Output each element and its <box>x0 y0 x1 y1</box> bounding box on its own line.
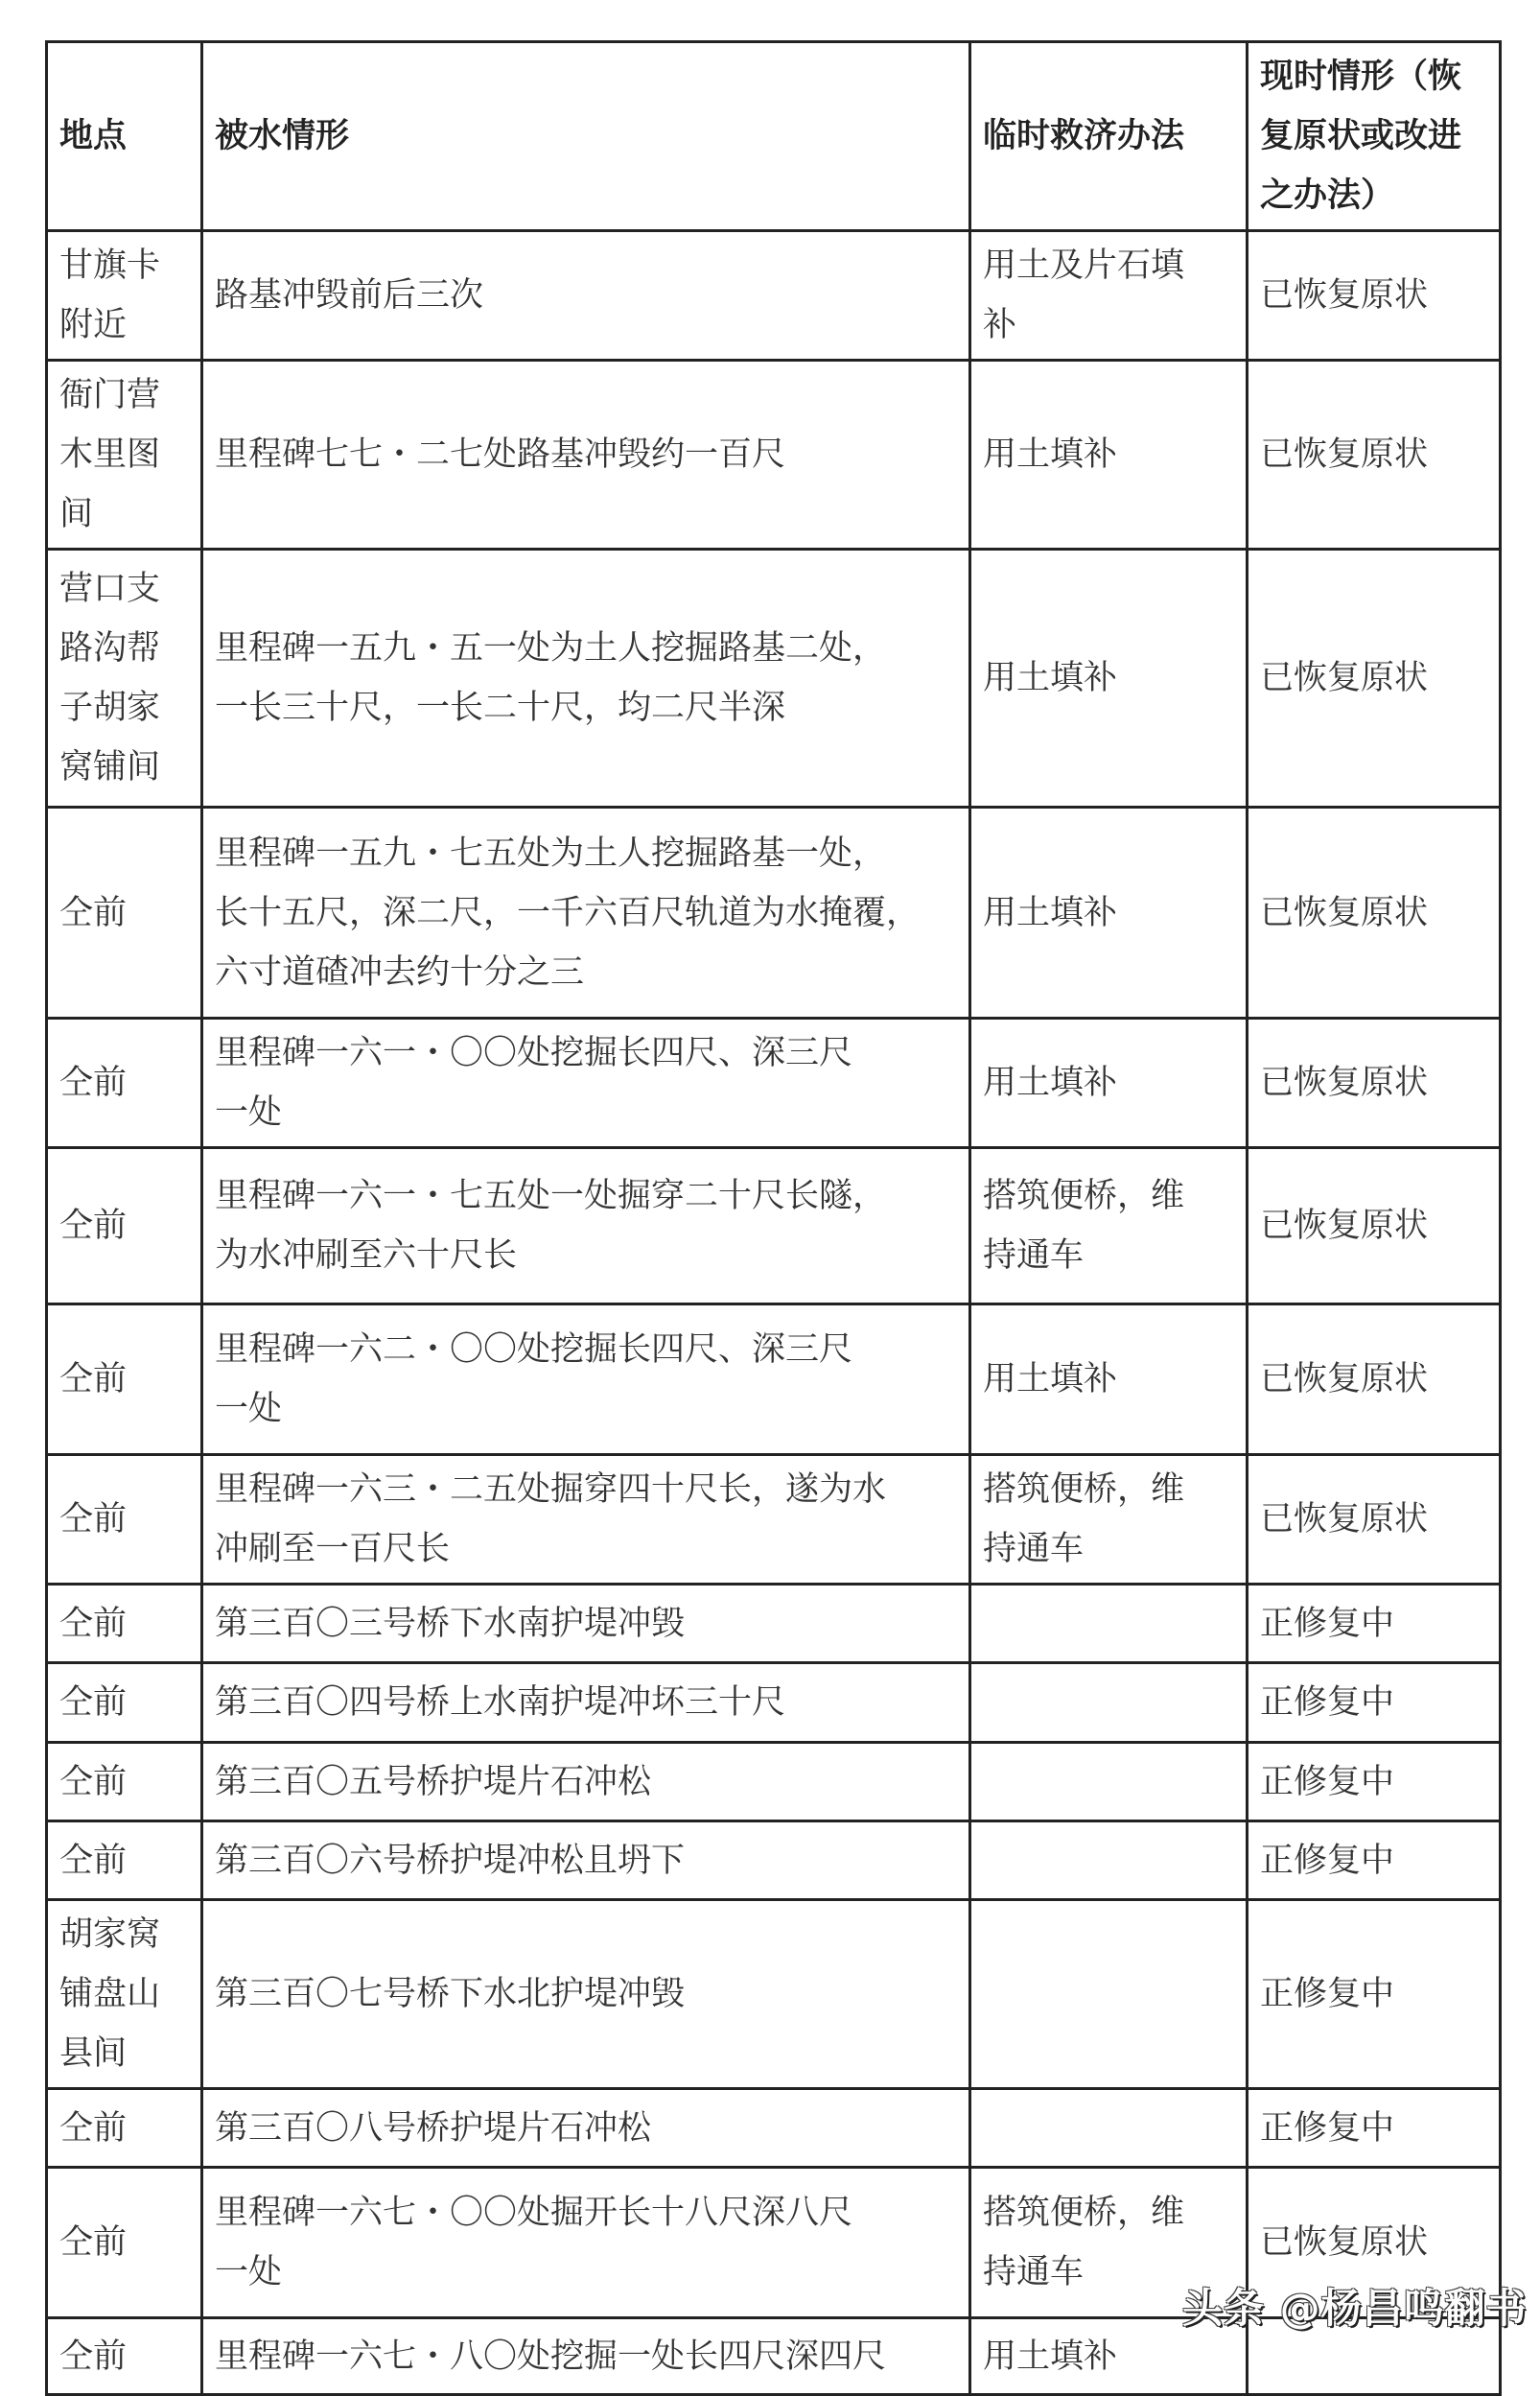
cell-location: 仝前 <box>47 808 202 1019</box>
cell-status: 正修复中 <box>1248 1900 1501 2089</box>
flood-damage-table <box>45 40 1502 2396</box>
cell-location: 仝前 <box>47 1743 202 1821</box>
cell-damage: 里程碑一六七・八〇处挖掘一处长四尺深四尺 <box>202 2318 970 2395</box>
cell-relief: 搭筑便桥，维 持通车 <box>970 1148 1248 1304</box>
cell-relief: 用土填补 <box>970 2318 1248 2395</box>
cell-status: 已恢复原状 <box>1248 1148 1501 1304</box>
table-row <box>47 1148 1501 1304</box>
cell-status: 正修复中 <box>1248 2089 1501 2168</box>
table-row <box>47 361 1501 550</box>
cell-status: 已恢复原状 <box>1248 2168 1501 2318</box>
header-location: 地点 <box>47 42 202 231</box>
cell-damage: 里程碑一六三・二五处掘穿四十尺长，遂为水 冲刷至一百尺长 <box>202 1455 970 1585</box>
cell-location: 仝前 <box>47 2168 202 2318</box>
cell-damage: 里程碑一六二・〇〇处挖掘长四尺、深三尺 一处 <box>202 1304 970 1455</box>
header-status: 现时情形（恢 复原状或改进 之办法） <box>1248 42 1501 231</box>
table-row <box>47 550 1501 808</box>
cell-status: 已恢复原状 <box>1248 361 1501 550</box>
table-header-row <box>47 42 1501 231</box>
cell-relief: 搭筑便桥，维 持通车 <box>970 2168 1248 2318</box>
header-damage: 被水情形 <box>202 42 970 231</box>
cell-relief <box>970 1821 1248 1900</box>
cell-status: 已恢复原状 <box>1248 808 1501 1019</box>
cell-location: 仝前 <box>47 1304 202 1455</box>
cell-damage: 第三百〇四号桥上水南护堤冲坏三十尺 <box>202 1663 970 1743</box>
cell-location: 胡家窝 铺盘山 县间 <box>47 1900 202 2089</box>
cell-damage: 里程碑一六一・七五处一处掘穿二十尺长隧， 为水冲刷至六十尺长 <box>202 1148 970 1304</box>
table-row <box>47 1743 1501 1821</box>
cell-damage: 第三百〇五号桥护堤片石冲松 <box>202 1743 970 1821</box>
cell-status: 已恢复原状 <box>1248 1304 1501 1455</box>
watermark: 头条 @杨昌鸣翻书 <box>1182 2285 1528 2332</box>
cell-relief: 用土填补 <box>970 1019 1248 1148</box>
cell-status: 正修复中 <box>1248 1663 1501 1743</box>
cell-location: 营口支 路沟帮 子胡家 窝铺间 <box>47 550 202 808</box>
cell-status: 已恢复原状 <box>1248 550 1501 808</box>
cell-location: 仝前 <box>47 2318 202 2395</box>
cell-relief: 用土填补 <box>970 361 1248 550</box>
cell-damage: 里程碑一五九・七五处为土人挖掘路基一处， 长十五尺，深二尺，一千六百尺轨道为水掩覆， 六寸道碴冲去约十分之三 <box>202 808 970 1019</box>
cell-location: 仝前 <box>47 1148 202 1304</box>
cell-relief <box>970 1743 1248 1821</box>
cell-relief <box>970 1663 1248 1743</box>
table-row <box>47 1900 1501 2089</box>
table-row <box>47 808 1501 1019</box>
cell-relief: 用土及片石填 补 <box>970 231 1248 361</box>
cell-status: 已恢复原状 <box>1248 1019 1501 1148</box>
cell-relief: 用土填补 <box>970 550 1248 808</box>
table-row <box>47 1585 1501 1663</box>
cell-damage: 里程碑一五九・五一处为土人挖掘路基二处， 一长三十尺，一长二十尺，均二尺半深 <box>202 550 970 808</box>
header-relief: 临时救济办法 <box>970 42 1248 231</box>
cell-status: 正修复中 <box>1248 1585 1501 1663</box>
cell-status: 已恢复原状 <box>1248 1455 1501 1585</box>
cell-relief: 用土填补 <box>970 1304 1248 1455</box>
cell-damage: 里程碑一六七・〇〇处掘开长十八尺深八尺 一处 <box>202 2168 970 2318</box>
cell-damage: 第三百〇六号桥护堤冲松且坍下 <box>202 1821 970 1900</box>
cell-relief: 用土填补 <box>970 808 1248 1019</box>
table-row <box>47 1455 1501 1585</box>
cell-location: 甘旗卡 附近 <box>47 231 202 361</box>
cell-location: 仝前 <box>47 1821 202 1900</box>
cell-status: 正修复中 <box>1248 1821 1501 1900</box>
cell-damage: 路基冲毁前后三次 <box>202 231 970 361</box>
cell-location: 仝前 <box>47 1663 202 1743</box>
cell-damage: 里程碑一六一・〇〇处挖掘长四尺、深三尺 一处 <box>202 1019 970 1148</box>
table-row <box>47 231 1501 361</box>
cell-location: 衙门营 木里图 间 <box>47 361 202 550</box>
cell-status: 正修复中 <box>1248 1743 1501 1821</box>
table-row <box>47 1663 1501 1743</box>
cell-damage: 第三百〇三号桥下水南护堤冲毁 <box>202 1585 970 1663</box>
cell-damage: 第三百〇七号桥下水北护堤冲毁 <box>202 1900 970 2089</box>
table-row <box>47 2089 1501 2168</box>
cell-location: 仝前 <box>47 1019 202 1148</box>
table-row <box>47 1304 1501 1455</box>
cell-relief <box>970 2089 1248 2168</box>
cell-damage: 里程碑七七・二七处路基冲毁约一百尺 <box>202 361 970 550</box>
cell-relief: 搭筑便桥，维 持通车 <box>970 1455 1248 1585</box>
cell-location: 仝前 <box>47 1585 202 1663</box>
cell-relief <box>970 1585 1248 1663</box>
cell-damage: 第三百〇八号桥护堤片石冲松 <box>202 2089 970 2168</box>
table-row <box>47 1821 1501 1900</box>
cell-relief <box>970 1900 1248 2089</box>
cell-location: 仝前 <box>47 1455 202 1585</box>
cell-status: 已恢复原状 <box>1248 231 1501 361</box>
cell-location: 仝前 <box>47 2089 202 2168</box>
table-row <box>47 1019 1501 1148</box>
